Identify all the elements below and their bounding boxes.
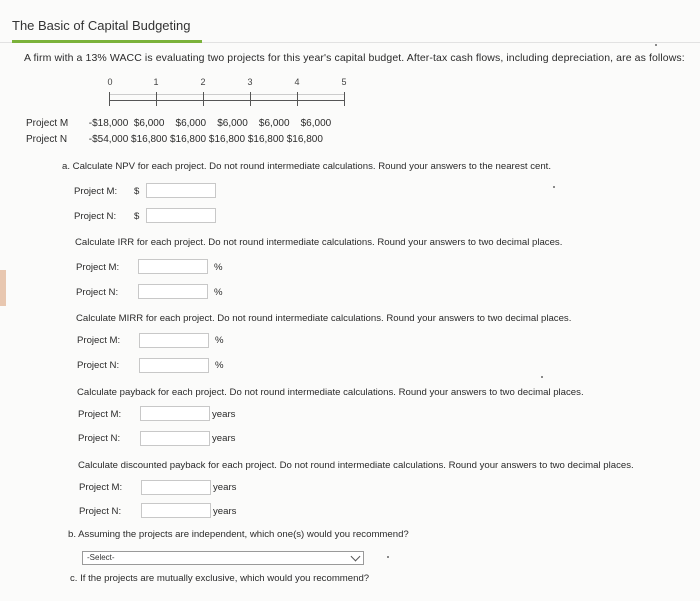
tick-mark <box>109 92 110 106</box>
stray-mark <box>655 44 657 46</box>
payback-n-label: Project N: <box>78 433 121 444</box>
percent-unit: % <box>214 287 223 298</box>
page-edge-mark <box>0 270 6 306</box>
disc-payback-n-input[interactable] <box>141 503 211 518</box>
npv-m-label: Project M: <box>74 186 118 197</box>
intro-text: A firm with a 13% WACC is evaluating two projects for this year's capital budget. After-tax cash flows, including depreciation, are as follows: <box>24 52 685 64</box>
irr-n-input[interactable] <box>138 284 208 299</box>
title-underline <box>12 40 202 43</box>
payback-m-label: Project M: <box>78 409 122 420</box>
tick-label: 4 <box>294 77 300 87</box>
disc-payback-m-label: Project M: <box>79 482 123 493</box>
dollar-sign: $ <box>134 211 140 222</box>
project-name: Project N <box>26 134 68 145</box>
payback-question: Calculate payback for each project. Do not round intermediate calculations. Round your answers to two decimal places. <box>77 387 584 398</box>
percent-unit: % <box>215 335 224 346</box>
project-name: Project M <box>26 118 69 129</box>
mirr-n-label: Project N: <box>77 360 120 371</box>
payback-m-input[interactable] <box>140 406 210 421</box>
npv-n-label: Project N: <box>74 211 117 222</box>
cash-flows: -$18,000 $6,000 $6,000 $6,000 $6,000 $6,000 <box>88 118 332 129</box>
years-unit: years <box>213 506 237 517</box>
recommend-independent-select[interactable] <box>82 551 364 565</box>
disc-payback-m-input[interactable] <box>141 480 211 495</box>
npv-n-input[interactable] <box>146 208 216 223</box>
tick-label: 2 <box>200 77 206 87</box>
stray-mark <box>541 376 543 378</box>
page-title: The Basic of Capital Budgeting <box>12 18 191 33</box>
stray-mark <box>387 556 389 558</box>
percent-unit: % <box>215 360 224 371</box>
mirr-m-input[interactable] <box>139 333 209 348</box>
timeline-guide <box>109 94 345 95</box>
cash-flow-row-n <box>26 134 323 145</box>
years-unit: years <box>213 482 237 493</box>
select-value: -Select- <box>87 553 115 562</box>
discounted-payback-question: Calculate discounted payback for each project. Do not round intermediate calculations. Round your answers to two decimal places. <box>78 460 634 471</box>
cash-flow-timeline <box>0 74 700 114</box>
disc-payback-n-label: Project N: <box>79 506 122 517</box>
tick-mark <box>344 92 345 106</box>
mirr-n-input[interactable] <box>139 358 209 373</box>
percent-unit: % <box>214 262 223 273</box>
question-c: c. If the projects are mutually exclusive, which would you recommend? <box>70 573 370 584</box>
payback-n-input[interactable] <box>140 431 210 446</box>
mirr-question: Calculate MIRR for each project. Do not round intermediate calculations. Round your answers to two decimal places. <box>76 313 572 324</box>
tick-mark <box>203 92 204 106</box>
irr-n-label: Project N: <box>76 287 119 298</box>
irr-m-input[interactable] <box>138 259 208 274</box>
tick-mark <box>250 92 251 106</box>
cash-flow-row-m <box>26 118 331 129</box>
chevron-down-icon <box>351 552 361 562</box>
npv-question: a. Calculate NPV for each project. Do not round intermediate calculations. Round your answers to the nearest cent. <box>62 161 552 172</box>
stray-mark <box>553 186 555 188</box>
years-unit: years <box>212 433 236 444</box>
tick-label: 3 <box>247 77 253 87</box>
mirr-m-label: Project M: <box>77 335 121 346</box>
years-unit: years <box>212 409 236 420</box>
irr-question: Calculate IRR for each project. Do not round intermediate calculations. Round your answers to two decimal places. <box>75 237 563 248</box>
tick-mark <box>297 92 298 106</box>
tick-label: 1 <box>153 77 159 87</box>
question-b: b. Assuming the projects are independent, which one(s) would you recommend? <box>68 529 409 540</box>
cash-flows: -$54,000 $16,800 $16,800 $16,800 $16,800 $16,800 <box>88 134 323 145</box>
npv-m-input[interactable] <box>146 183 216 198</box>
tick-label: 5 <box>341 77 347 87</box>
irr-m-label: Project M: <box>76 262 120 273</box>
dollar-sign: $ <box>134 186 140 197</box>
tick-label: 0 <box>107 77 113 87</box>
timeline-axis <box>109 100 345 101</box>
tick-mark <box>156 92 157 106</box>
